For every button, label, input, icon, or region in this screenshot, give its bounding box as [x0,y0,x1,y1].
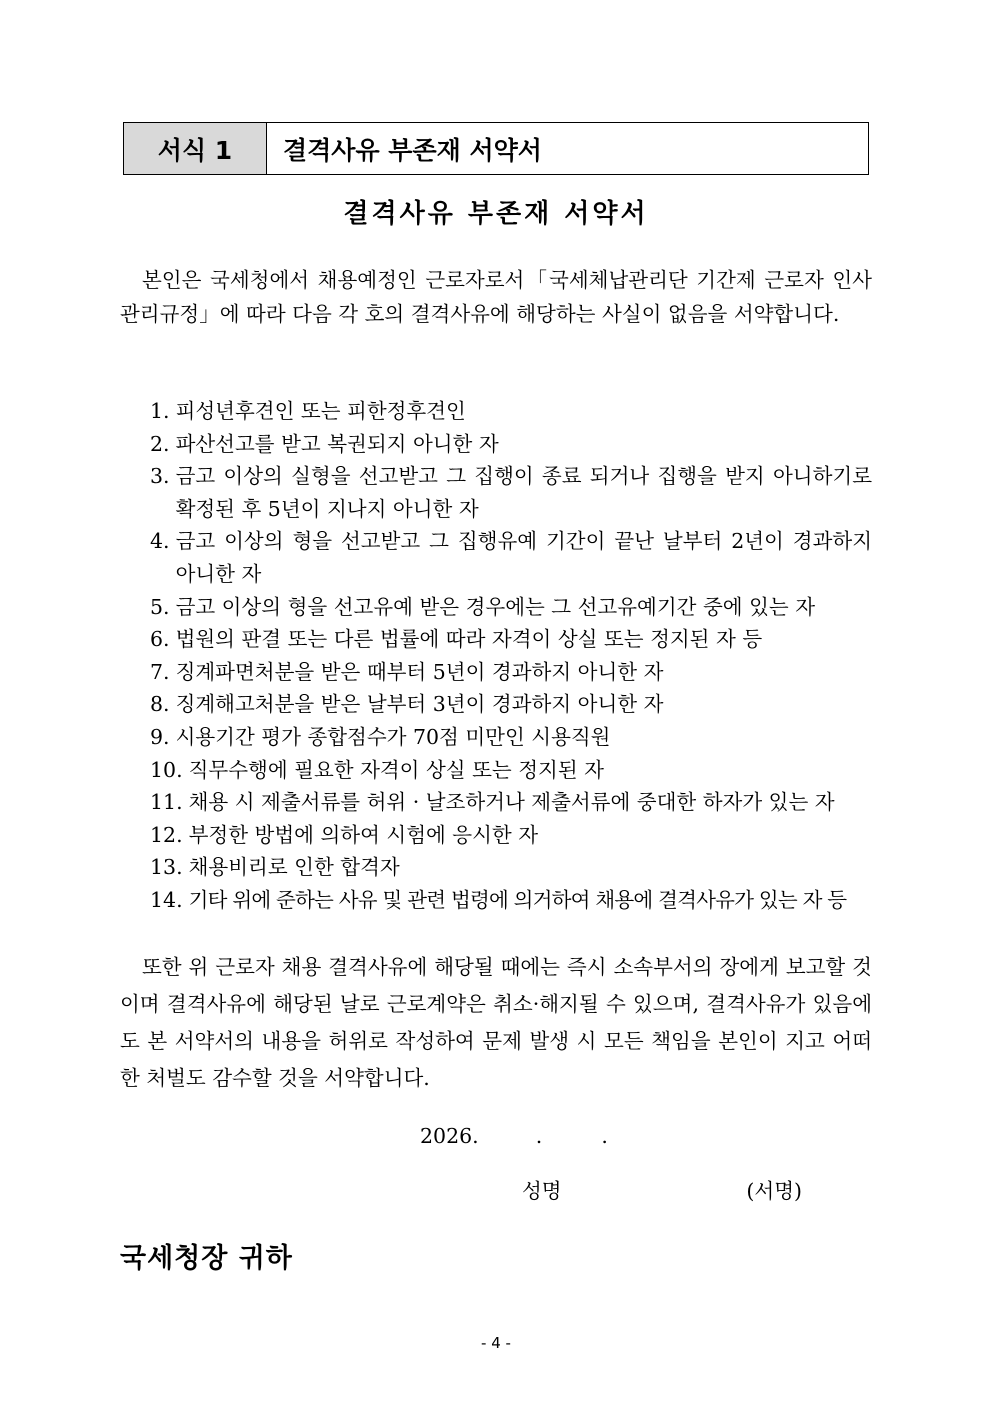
list-item-number: 9. [150,724,170,749]
list-item-number: 14. [150,887,183,912]
list-item-text: 채용 시 제출서류를 허위 · 날조하거나 제출서류에 중대한 하자가 있는 자 [188,790,835,815]
list-item [150,754,872,787]
form-number-label: 서식 1 [124,123,267,174]
list-item-number: 7. [150,659,170,684]
date-month: . [535,1124,543,1148]
list-item-text: 징계파면처분을 받은 때부터 5년이 경과하지 아니한 자 [175,659,664,684]
list-item-text: 법원의 판결 또는 다른 법률에 따라 자격이 상실 또는 정지된 자 등 [175,627,763,652]
list-item [150,623,872,656]
document-title: 결격사유 부존재 서약서 [343,199,649,229]
list-item [150,460,872,525]
list-item [150,721,872,754]
list-item-text: 시용기간 평가 종합점수가 70점 미만인 시용직원 [175,724,611,749]
list-item-text: 금고 이상의 형을 선고받고 그 집행유예 기간이 끝난 날부터 2년이 경과하지 아니한 자 [175,529,872,586]
list-item [150,688,872,721]
list-item-text: 직무수행에 필요한 자격이 상실 또는 정지된 자 [188,757,604,782]
signing-date [420,1124,608,1148]
list-item [150,525,872,590]
page-number: - 4 - [481,1334,511,1352]
list-item-number: 1. [150,399,170,423]
list-item-text: 징계해고처분을 받은 날부터 3년이 경과하지 아니한 자 [175,692,664,717]
list-item [150,395,872,428]
list-item-text: 부정한 방법에 의하여 시험에 응시한 자 [188,822,539,847]
list-item-number: 2. [150,431,170,456]
closing-paragraph: 또한 위 근로자 채용 결격사유에 해당될 때에는 즉시 소속부서의 장에게 보고할 것이며 결격사유에 해당된 날로 근로계약은 취소·해지될 수 있으며, 결격사유가 있음에도 본 서약서의 내용을 허위로 작성하여 문제 발생 시 모든 책임을 본인이 지고 어떠한 처벌도 감수할 것을 서약합니다. [120,955,872,1090]
list-item-text: 금고 이상의 형을 선고유예 받은 경우에는 그 선고유예기간 중에 있는 자 [175,594,816,619]
list-item-number: 8. [150,692,170,717]
list-item-text: 채용비리로 인한 합격자 [188,855,400,880]
form-header [123,122,869,175]
list-item [150,786,872,819]
list-item [150,884,872,917]
list-item [150,428,872,461]
list-item-number: 10. [150,757,183,782]
list-item-text: 파산선고를 받고 복권되지 아니한 자 [175,431,499,456]
list-item-text: 피성년후견인 또는 피한정후견인 [175,399,466,423]
form-header-title: 결격사유 부존재 서약서 [283,135,542,165]
date-year: 2026. [420,1124,479,1148]
list-item-number: 6. [150,627,170,652]
name-label: 성명 [522,1179,562,1203]
date-day: . [601,1124,608,1148]
list-item [150,656,872,689]
list-item-number: 11. [150,790,183,815]
signature-row [522,1174,802,1204]
list-item-text: 기타 위에 준하는 사유 및 관련 법령에 의거하여 채용에 결격사유가 있는 자 등 [188,887,847,912]
list-item [150,819,872,852]
addressee: 국세청장 귀하 [120,1243,293,1274]
list-item-number: 12. [150,822,183,847]
list-item-number: 13. [150,855,183,880]
list-item [150,851,872,884]
list-item-text: 금고 이상의 실형을 선고받고 그 집행이 종료 되거나 집행을 받지 아니하기로 확정된 후 5년이 지나지 아니한 자 [175,464,872,521]
list-item-number: 5. [150,594,170,619]
list-item [150,591,872,624]
intro-paragraph: 본인은 국세청에서 채용예정인 근로자로서「국세체납관리단 기간제 근로자 인사 관리규정」에 따라 다음 각 호의 결격사유에 해당하는 사실이 없음을 서약합니다. [120,268,872,326]
list-item-number: 4. [150,529,170,554]
disqualification-list [150,395,872,917]
signature-label: (서명) [746,1179,802,1203]
list-item-number: 3. [150,464,170,489]
